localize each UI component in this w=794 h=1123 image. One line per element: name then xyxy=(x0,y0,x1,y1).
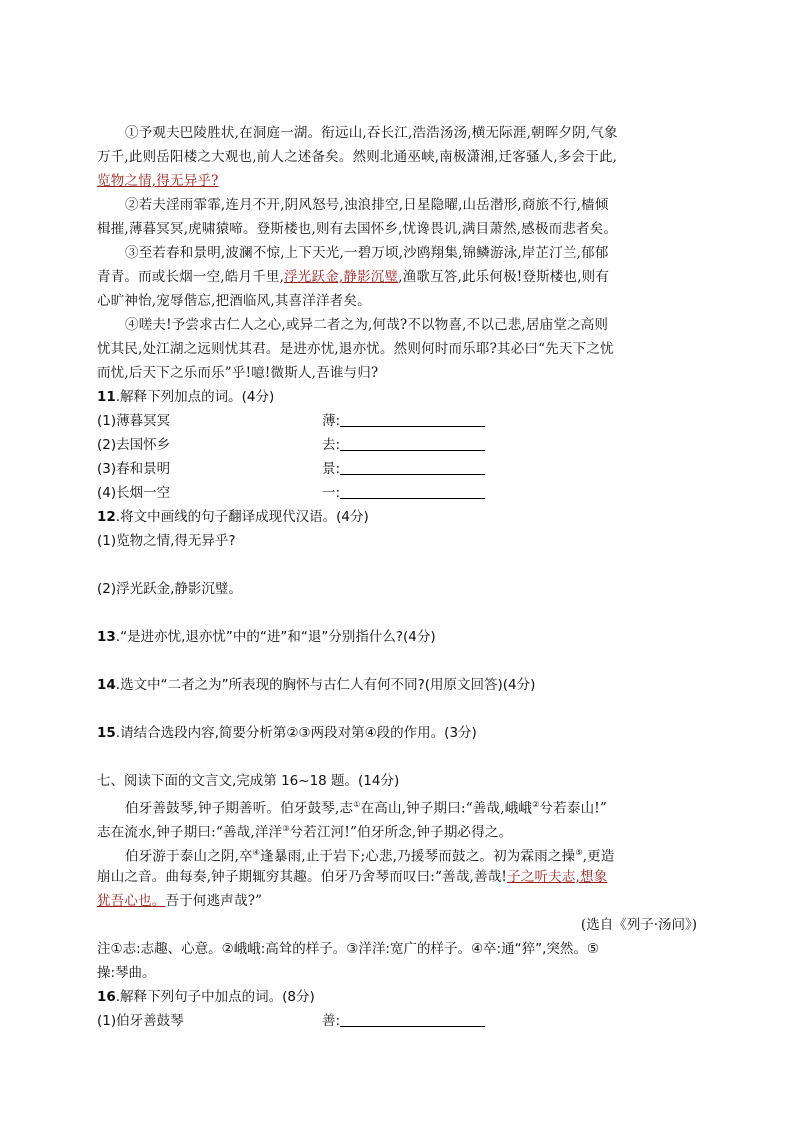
q16-item-1: (1)伯牙善鼓琴 xyxy=(97,1013,184,1029)
q12-sentence-2: (2)浮光跃金,静影沉璧。 xyxy=(97,581,242,597)
underlined-sentence: 览物之情,得无异乎? xyxy=(97,173,219,189)
q11-item-1: (1)薄暮冥冥 xyxy=(97,413,171,429)
q11-item-2: (2)去国怀乡 xyxy=(97,437,171,453)
q12-sentence-1: (1)览物之情,得无异乎? xyxy=(97,533,236,549)
underlined-sentence: 子之听夫志,想象 xyxy=(507,869,608,885)
passage-line: 伯牙游于泰山之阴,卒④逢暴雨,止于岩下;心悲,乃援琴而鼓之。初为霖雨之操⑤,更造 xyxy=(125,848,615,865)
underlined-sentence: 浮光跃金,静影沉璧 xyxy=(284,269,399,285)
answer-blank xyxy=(340,412,485,427)
passage-line: 万千,此则岳阳楼之大观也,前人之述备矣。然则北通巫峡,南极潇湘,迁客骚人,多会于此, xyxy=(97,149,618,165)
answer-blank xyxy=(340,1012,485,1027)
passage-line: 犹吾心也。吾于何逃声哉?” xyxy=(97,893,263,909)
passage-line: ②若夫淫雨霏霏,连月不开,阴风怒号,浊浪排空,日星隐曜,山岳潜形,商旅不行,樯倾 xyxy=(125,197,609,213)
passage-line: 楫摧,薄暮冥冥,虎啸猿啼。登斯楼也,则有去国怀乡,忧谗畏讥,满目萧然,感极而悲者矣。 xyxy=(97,221,618,237)
source-citation: (选自《列子·汤问》) xyxy=(580,917,697,933)
passage-line xyxy=(97,266,609,288)
question-11: 11.解释下列加点的词。(4分) xyxy=(97,389,275,405)
question-12: 12.将文中画线的句子翻译成现代汉语。(4分) xyxy=(97,509,369,525)
answer-blank xyxy=(340,460,485,475)
answer-blank xyxy=(340,484,485,499)
passage-line: 心旷神怡,宠辱偕忘,把酒临风,其喜洋洋者矣。 xyxy=(97,293,371,309)
q11-answer-3[interactable]: 景: xyxy=(322,458,485,480)
passage-line: 伯牙善鼓琴,钟子期善听。伯牙鼓琴,志①在高山,钟子期曰:“善哉,峨峨②兮若泰山!” xyxy=(125,800,608,817)
passage-text: 青青。而或长烟一空,皓月千里, xyxy=(97,269,285,285)
annotation-notes: 注①志:志趣、心意。②峨峨:高耸的样子。③洋洋:宽广的样子。④卒:通“猝”,突然。⑤ xyxy=(97,941,599,957)
passage-line: ④嗟夫!予尝求古仁人之心,或异二者之为,何哉?不以物喜,不以己悲,居庙堂之高则 xyxy=(125,317,609,333)
annotation-notes-cont: 操:琴曲。 xyxy=(97,965,156,981)
q11-answer-4[interactable]: 一: xyxy=(322,482,485,504)
answer-blank xyxy=(340,436,485,451)
passage-line: ①予观夫巴陵胜状,在洞庭一湖。衔远山,吞长江,浩浩汤汤,横无际涯,朝晖夕阴,气象 xyxy=(125,125,618,141)
section-7-heading: 七、阅读下面的文言文,完成第 16~18 题。(14分) xyxy=(97,773,400,789)
passage-line: 崩山之音。曲每奏,钟子期辄穷其趣。伯牙乃舍琴而叹曰:“善哉,善哉!子之听夫志,想象 xyxy=(97,869,608,885)
q11-item-3: (3)春和景明 xyxy=(97,461,171,477)
passage-line: 忧其民,处江湖之远则忧其君。是进亦忧,退亦忧。然则何时而乐耶?其必曰“先天下之忧 xyxy=(97,341,614,357)
passage-line: 而忧,后天下之乐而乐”乎!噫!微斯人,吾谁与归? xyxy=(97,365,379,381)
question-15: 15.请结合选段内容,简要分析第②③两段对第④段的作用。(3分) xyxy=(97,725,477,741)
q11-item-4: (4)长烟一空 xyxy=(97,485,171,501)
q11-answer-1[interactable]: 薄: xyxy=(322,410,485,432)
underlined-sentence: 犹吾心也。 xyxy=(97,893,166,909)
question-13: 13.“是进亦忧,退亦忧”中的“进”和“退”分别指什么?(4分) xyxy=(97,629,436,645)
question-14: 14.选文中“二者之为”所表现的胸怀与古仁人有何不同?(用原文回答)(4分) xyxy=(97,677,536,693)
passage-line: ③至若春和景明,波澜不惊,上下天光,一碧万顷,沙鸥翔集,锦鳞游泳,岸芷汀兰,郁郁 xyxy=(125,245,609,261)
passage-line: 志在流水,钟子期曰:“善哉,洋洋③兮若江河!”伯牙所念,钟子期必得之。 xyxy=(97,824,513,841)
q16-answer-1[interactable]: 善: xyxy=(322,1010,485,1032)
question-16: 16.解释下列句子中加点的词。(8分) xyxy=(97,989,315,1005)
passage-text: ,渔歌互答,此乐何极!登斯楼也,则有 xyxy=(398,269,610,285)
q11-answer-2[interactable]: 去: xyxy=(322,434,485,456)
